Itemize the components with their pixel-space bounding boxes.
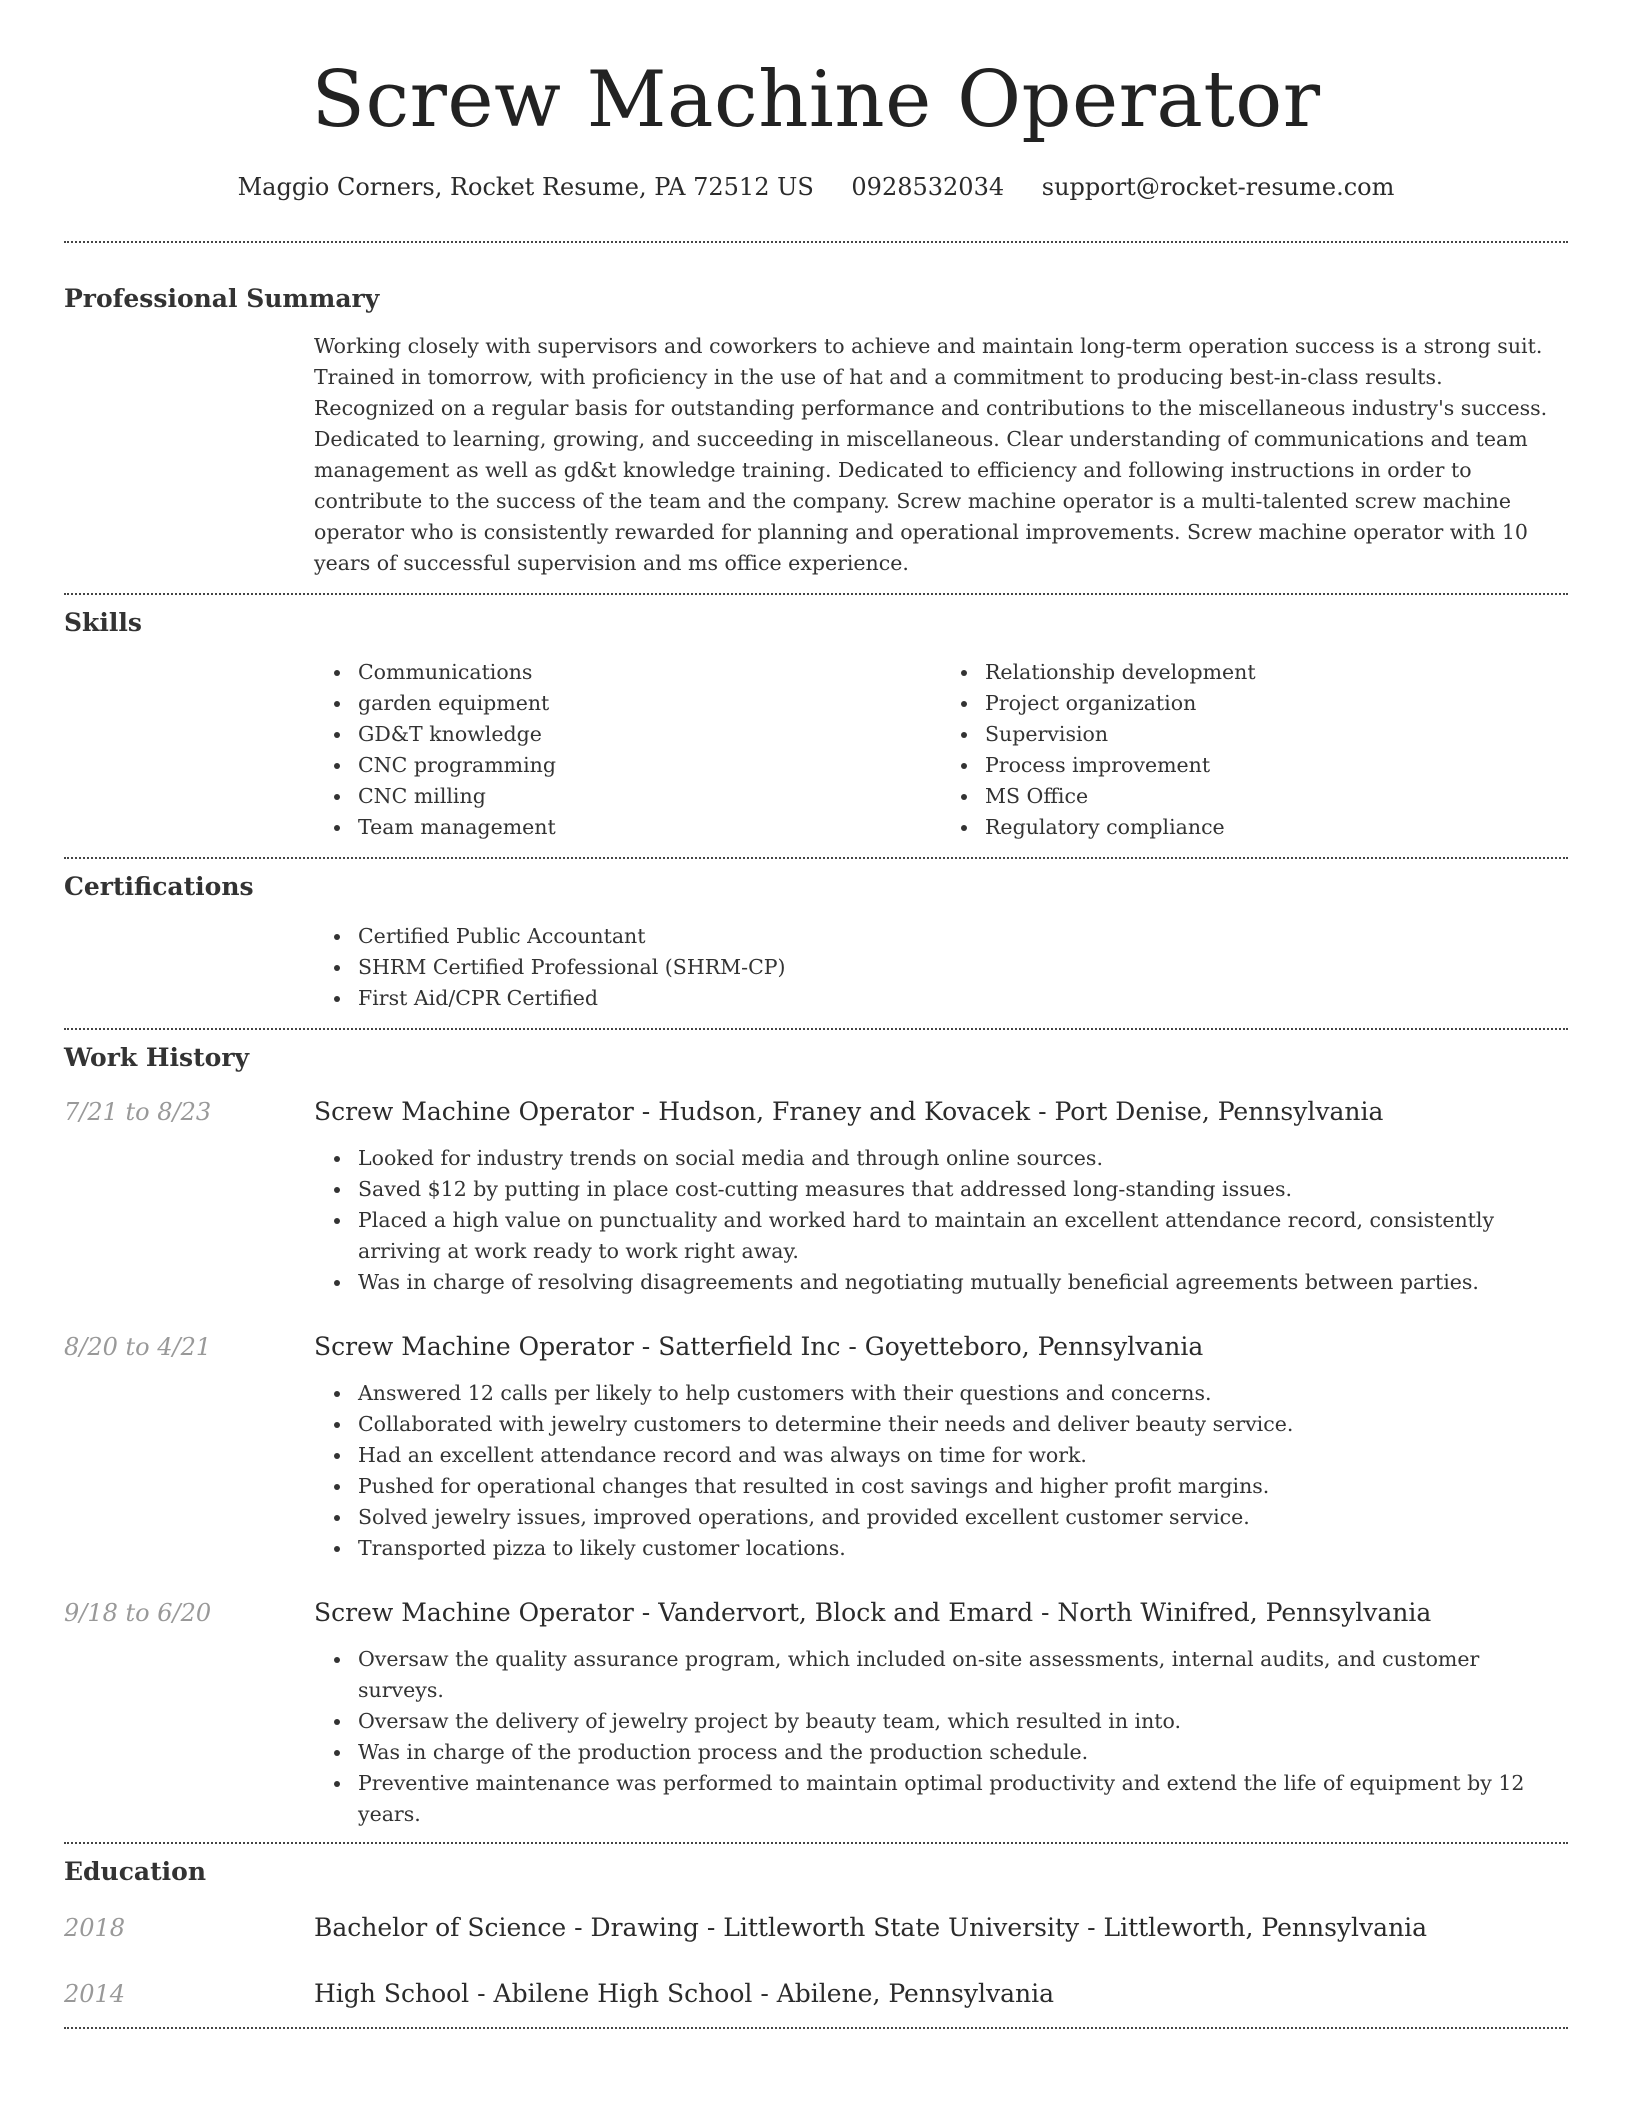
candidate-name: Screw Machine Operator — [311, 55, 1321, 145]
job-bullet: Preventive maintenance was performed to maintain optimal productivity and extend the life of equipment by 12 years. — [358, 1768, 1568, 1830]
section-title-summary: Professional Summary — [64, 284, 380, 313]
contact-line — [64, 170, 1568, 204]
job-bullet: Oversaw the delivery of jewelry project by beauty team, which resulted in into. — [358, 1706, 1568, 1737]
skill-item: garden equipment — [358, 688, 941, 719]
skill-item: MS Office — [985, 781, 1568, 812]
job-header — [64, 1095, 1568, 1129]
skills-column-left — [314, 657, 941, 843]
job-details — [314, 1378, 1568, 1564]
skills-list — [314, 657, 1568, 843]
education-entry — [64, 1911, 1568, 1945]
skill-item: Supervision — [985, 719, 1568, 750]
section-title-education: Education — [64, 1857, 207, 1886]
job-bullet: Saved $12 by putting in place cost-cutting measures that addressed long-standing issues. — [358, 1174, 1568, 1205]
skill-item: Relationship development — [985, 657, 1568, 688]
contact-email: support@rocket-resume.com — [1041, 173, 1395, 201]
skill-item: Regulatory compliance — [985, 812, 1568, 843]
job-bullet: Collaborated with jewelry customers to determine their needs and deliver beauty service. — [358, 1409, 1568, 1440]
certifications-list — [314, 921, 1568, 1014]
job-dates: 9/18 to 6/20 — [64, 1599, 212, 1627]
education-detail: High School - Abilene High School - Abilene, Pennsylvania — [314, 1979, 1055, 2008]
certifications-bullets — [314, 921, 1568, 1014]
skills-section — [64, 595, 1568, 843]
job-bullet: Was in charge of the production process and the production schedule. — [358, 1737, 1568, 1768]
skill-item: Project organization — [985, 688, 1568, 719]
job-entry — [64, 1330, 1568, 1564]
job-entry — [64, 1596, 1568, 1830]
job-bullets — [314, 1143, 1568, 1298]
job-title: Screw Machine Operator - Vandervort, Block and Emard - North Winifred, Pennsylvania — [314, 1598, 1432, 1627]
education-year: 2014 — [64, 1980, 126, 2008]
job-dates: 8/20 to 4/21 — [64, 1333, 212, 1361]
job-title: Screw Machine Operator - Satterfield Inc - Goyetteboro, Pennsylvania — [314, 1332, 1204, 1361]
job-bullet: Placed a high value on punctuality and worked hard to maintain an excellent attendance record, consistently arriving at work ready to work right away. — [358, 1205, 1568, 1267]
job-details — [314, 1644, 1568, 1830]
certification-item: Certified Public Accountant — [358, 921, 1568, 952]
skill-item: Communications — [358, 657, 941, 688]
certification-item: First Aid/CPR Certified — [358, 983, 1568, 1014]
section-title-certifications: Certifications — [64, 872, 254, 901]
certification-item: SHRM Certified Professional (SHRM-CP) — [358, 952, 1568, 983]
education-detail: Bachelor of Science - Drawing - Littleworth State University - Littleworth, Pennsylvania — [314, 1913, 1428, 1942]
job-bullet: Oversaw the quality assurance program, which included on-site assessments, internal audits, and customer surveys. — [358, 1644, 1568, 1706]
skills-column-right — [941, 657, 1568, 843]
education-section — [64, 1844, 1568, 2011]
contact-address: Maggio Corners, Rocket Resume, PA 72512 US — [237, 173, 814, 201]
job-bullet: Solved jewelry issues, improved operations, and provided excellent customer service. — [358, 1502, 1568, 1533]
summary-text: Working closely with supervisors and coworkers to achieve and maintain long-term operation success is a strong suit. Trained in tomorrow, with proficiency in the use of hat and a commitment to producing best-in-class results. Recognized on a regular basis for outstanding performance and contributions to the miscellaneous industry's success. Dedicated to learning, growing, and succeeding in miscellaneous. Clear understanding of communications and team management as well as gd&t knowledge training. Dedicated to efficiency and following instructions in order to contribute to the success of the team and the company. Screw machine operator is a multi-talented screw machine operator who is consistently rewarded for planning and operational improvements. Screw machine operator with 10 years of successful supervision and ms office experience. — [314, 334, 1548, 575]
job-bullet: Answered 12 calls per likely to help customers with their questions and concerns. — [358, 1378, 1568, 1409]
skill-item: Team management — [358, 812, 941, 843]
job-header — [64, 1330, 1568, 1364]
job-title: Screw Machine Operator - Hudson, Franey and Kovacek - Port Denise, Pennsylvania — [314, 1097, 1384, 1126]
job-bullet: Was in charge of resolving disagreements and negotiating mutually beneficial agreements between parties. — [358, 1267, 1568, 1298]
job-header — [64, 1596, 1568, 1630]
job-bullet: Had an excellent attendance record and was always on time for work. — [358, 1440, 1568, 1471]
job-bullet: Looked for industry trends on social media and through online sources. — [358, 1143, 1568, 1174]
job-bullet: Pushed for operational changes that resulted in cost savings and higher profit margins. — [358, 1471, 1568, 1502]
section-title-work-history: Work History — [64, 1043, 250, 1072]
job-details — [314, 1143, 1568, 1298]
certifications-section — [64, 859, 1568, 1014]
education-year: 2018 — [64, 1914, 126, 1942]
job-dates: 7/21 to 8/23 — [64, 1098, 212, 1126]
section-title-skills: Skills — [64, 608, 142, 637]
job-bullets — [314, 1378, 1568, 1564]
skill-item: Process improvement — [985, 750, 1568, 781]
skill-item: GD&T knowledge — [358, 719, 941, 750]
skill-item: CNC programming — [358, 750, 941, 781]
contact-phone: 0928532034 — [851, 173, 1005, 201]
work-history-section — [64, 1030, 1568, 1830]
job-bullets — [314, 1644, 1568, 1830]
skill-item: CNC milling — [358, 781, 941, 812]
education-entry — [64, 1977, 1568, 2011]
divider — [64, 2027, 1568, 2029]
job-bullet: Transported pizza to likely customer locations. — [358, 1533, 1568, 1564]
summary-section — [64, 243, 1568, 579]
job-entry — [64, 1095, 1568, 1298]
